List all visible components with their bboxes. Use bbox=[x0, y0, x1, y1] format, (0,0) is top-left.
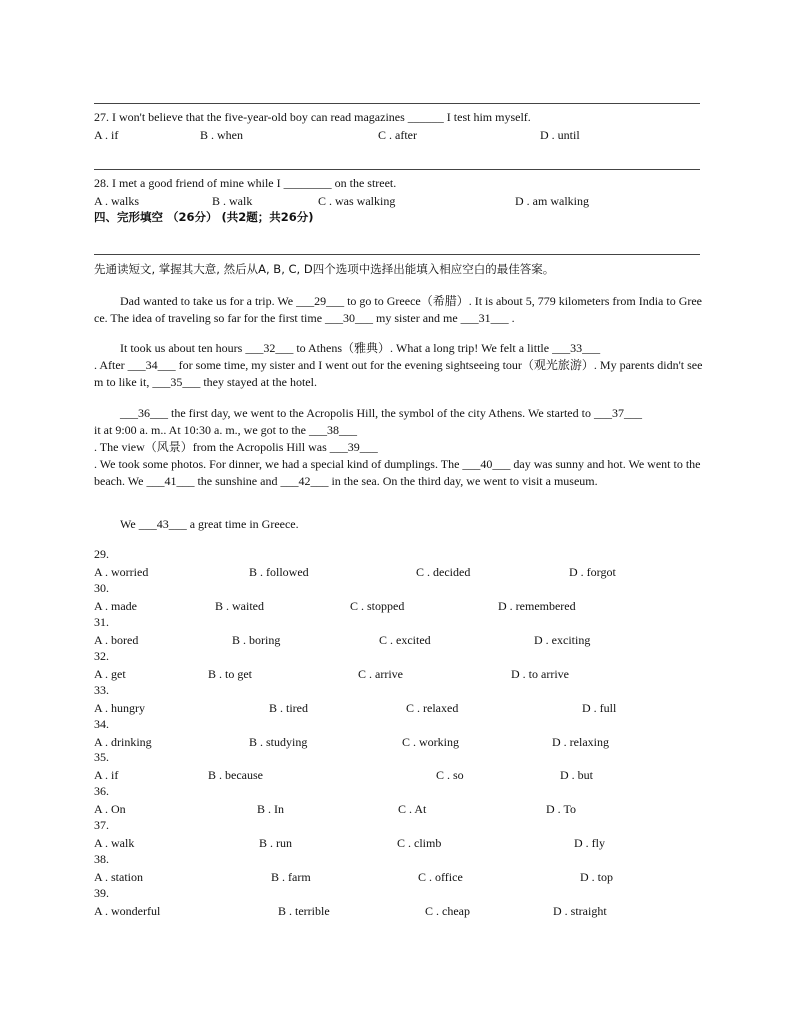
answer-option-d[interactable]: D . but bbox=[560, 768, 593, 783]
divider bbox=[94, 103, 700, 104]
answer-option-d[interactable]: D . exciting bbox=[534, 632, 591, 647]
answer-option-c[interactable]: C . decided bbox=[416, 565, 471, 579]
answer-option-c[interactable]: C . At bbox=[398, 802, 427, 817]
answer-option-b[interactable]: B . In bbox=[257, 802, 284, 817]
answer-option-c[interactable]: C . arrive bbox=[358, 666, 403, 681]
question-27-option-d[interactable]: D . until bbox=[540, 128, 580, 142]
answer-option-b[interactable]: B . farm bbox=[271, 870, 311, 885]
answer-option-a[interactable]: A . station bbox=[94, 870, 144, 885]
passage-paragraph-3-line-3: . The view（风景）from the Acropolis Hill was ___39___ bbox=[94, 440, 378, 454]
question-number: 39. bbox=[94, 886, 109, 900]
question-number: 38. bbox=[94, 852, 109, 867]
answer-option-b[interactable]: B . terrible bbox=[278, 904, 330, 918]
passage-paragraph-3-line-1: ___36___ the first day, we went to the Acropolis Hill, the symbol of the city Athens. We started to ___37___ bbox=[120, 406, 642, 420]
answer-option-b[interactable]: B . to get bbox=[208, 666, 252, 681]
question-27-option-b[interactable]: B . when bbox=[200, 128, 243, 142]
question-28-option-d[interactable]: D . am walking bbox=[515, 194, 589, 208]
answer-option-b[interactable]: B . studying bbox=[249, 734, 308, 749]
question-28-option-a[interactable]: A . walks bbox=[94, 194, 139, 208]
question-number: 36. bbox=[94, 784, 109, 799]
question-number: 37. bbox=[94, 818, 109, 833]
question-number: 29. bbox=[94, 547, 109, 561]
question-number: 32. bbox=[94, 648, 109, 663]
answer-option-a[interactable]: A . hungry bbox=[94, 700, 145, 715]
question-number: 30. bbox=[94, 580, 109, 595]
question-28-option-b[interactable]: B . walk bbox=[212, 194, 253, 208]
answer-option-a[interactable]: A . bored bbox=[94, 632, 139, 647]
answer-option-c[interactable]: C . stopped bbox=[350, 598, 405, 613]
question-number: 35. bbox=[94, 750, 109, 765]
answer-option-c[interactable]: C . excited bbox=[379, 632, 431, 647]
answer-option-b[interactable]: B . because bbox=[208, 768, 263, 783]
divider bbox=[94, 169, 700, 170]
answer-option-d[interactable]: D . To bbox=[546, 802, 576, 817]
question-27-option-a[interactable]: A . if bbox=[94, 128, 119, 142]
answer-option-d[interactable]: D . fly bbox=[574, 836, 605, 851]
answer-option-c[interactable]: C . so bbox=[436, 768, 464, 783]
question-28-stem: 28. I met a good friend of mine while I ________ on the street. bbox=[94, 176, 397, 190]
question-27-stem: 27. I won't believe that the five-year-old boy can read magazines ______ I test him myself. bbox=[94, 110, 531, 124]
question-number: 31. bbox=[94, 614, 109, 629]
question-number: 33. bbox=[94, 682, 109, 697]
question-28-option-c[interactable]: C . was walking bbox=[318, 194, 396, 208]
passage-paragraph-2-line-1: It took us about ten hours ___32___ to Athens（雅典）. What a long trip! We felt a little ___33___ bbox=[120, 341, 601, 355]
answer-option-d[interactable]: D . forgot bbox=[569, 565, 616, 579]
passage-paragraph-1: Dad wanted to take us for a trip. We ___29___ to go to Greece（希腊）. It is about 5, 779 kilometers from India to Greece. The idea of traveling so far for the first time ___30___ my sister and me ___31___ . bbox=[94, 294, 703, 325]
passage-paragraph-4: We ___43___ a great time in Greece. bbox=[120, 517, 299, 531]
answer-option-b[interactable]: B . followed bbox=[249, 565, 309, 579]
answer-option-a[interactable]: A . worried bbox=[94, 565, 149, 579]
passage-paragraph-3-line-2: it at 9:00 a. m.. At 10:30 a. m., we got to the ___38___ bbox=[94, 423, 357, 437]
divider bbox=[94, 254, 700, 255]
answer-option-c[interactable]: C . relaxed bbox=[406, 700, 459, 715]
answer-option-a[interactable]: A . On bbox=[94, 802, 126, 817]
section-heading: 四、完形填空 （26分） (共2题；共26分) bbox=[94, 210, 314, 224]
answer-option-d[interactable]: D . full bbox=[582, 700, 617, 715]
question-27-option-c[interactable]: C . after bbox=[378, 128, 417, 142]
answer-option-a[interactable]: A . made bbox=[94, 598, 137, 613]
answer-option-c[interactable]: C . working bbox=[402, 734, 459, 749]
answer-option-c[interactable]: C . climb bbox=[397, 836, 442, 851]
answer-option-d[interactable]: D . to arrive bbox=[511, 666, 569, 681]
answer-option-b[interactable]: B . boring bbox=[232, 632, 281, 647]
answer-option-d[interactable]: D . top bbox=[580, 870, 613, 885]
answer-option-c[interactable]: C . office bbox=[418, 870, 463, 885]
answer-option-a[interactable]: A . wonderful bbox=[94, 904, 161, 918]
answer-option-d[interactable]: D . straight bbox=[553, 904, 607, 918]
answer-option-b[interactable]: B . tired bbox=[269, 700, 308, 715]
answer-option-d[interactable]: D . relaxing bbox=[552, 734, 609, 749]
answer-option-a[interactable]: A . if bbox=[94, 768, 119, 783]
passage-paragraph-3-rest: . We took some photos. For dinner, we had a special kind of dumplings. The ___40___ day was sunny and hot. We went to the beach. We ___41___ the sunshine and ___42___ in the sea. On the third day, we went to visit a museum. bbox=[94, 457, 701, 488]
answer-option-c[interactable]: C . cheap bbox=[425, 904, 470, 918]
passage-paragraph-2-rest: . After ___34___ for some time, my sister and I went out for the evening sightseeing tour（观光旅游）. My parents didn't seem to like it, ___35___ they stayed at the hotel. bbox=[94, 358, 703, 389]
answer-option-a[interactable]: A . get bbox=[94, 666, 126, 681]
section-instruction: 先通读短文, 掌握其大意, 然后从A, B, C, D四个选项中选择出能填入相应空白的最佳答案。 bbox=[94, 262, 555, 276]
answer-option-a[interactable]: A . walk bbox=[94, 836, 135, 851]
question-number: 34. bbox=[94, 716, 109, 731]
answer-option-d[interactable]: D . remembered bbox=[498, 598, 576, 613]
answer-option-b[interactable]: B . run bbox=[259, 836, 292, 851]
answer-option-a[interactable]: A . drinking bbox=[94, 734, 152, 749]
answer-option-b[interactable]: B . waited bbox=[215, 598, 264, 613]
